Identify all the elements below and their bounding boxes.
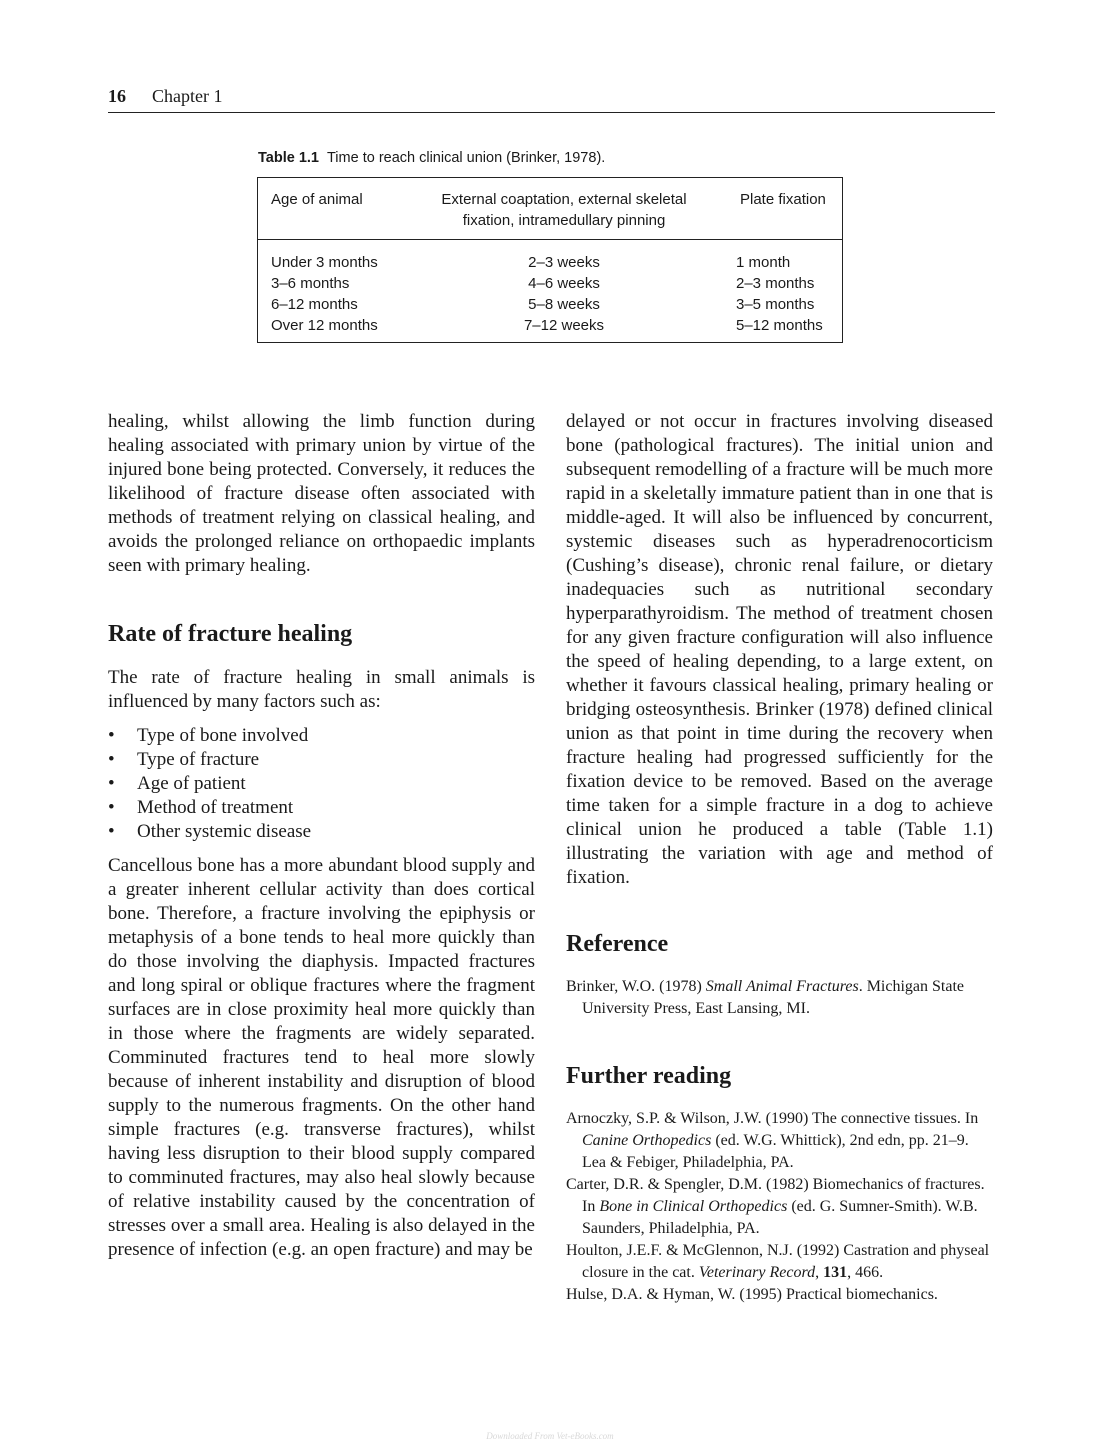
reading-text: (ed. G. Sumner-Smith). W.B. Saunders, Philadelphia, PA. [582,1198,978,1237]
table-cell: 4–6 weeks [528,275,600,292]
table-cell: 2–3 months [736,275,815,292]
table-cell: 3–5 months [736,296,815,313]
left-column [108,410,535,1262]
reference-entry [566,976,993,1020]
bullet-icon: • [108,797,115,818]
bullet-icon: • [108,749,115,770]
table-cell: 2–3 weeks [528,254,600,271]
table-header-cell: Plate fixation [740,191,826,208]
page-number: 16 [108,86,126,106]
reading-entry [566,1240,993,1284]
table-divider [258,239,842,240]
table-cell: 7–12 weeks [523,317,605,334]
list-item-text: Method of treatment [137,797,294,818]
table-cell: 1 month [736,254,791,271]
list-item [108,820,535,844]
reference-authors: Brinker, W.O. (1978) [566,978,706,995]
further-reading-heading: Further reading [566,1063,732,1089]
list-item-text: Age of patient [137,773,246,794]
reading-text: Arnoczky, S.P. & Wilson, J.W. (1990) The connective tissues. In [566,1110,979,1127]
table-row [258,294,842,315]
reading-title: Veterinary Record [698,1264,816,1281]
right-column [566,410,993,1306]
bullet-icon: • [108,725,115,746]
list-item-text: Type of fracture [137,749,260,770]
bullet-icon: • [108,821,115,842]
table-header-row [258,189,842,233]
list-item-text: Type of bone involved [137,725,309,746]
list-item [108,772,535,796]
reading-text: , 466. [847,1264,884,1281]
header-rule [108,112,995,113]
rate-heading: Rate of fracture healing [108,621,353,647]
chapter-label: Chapter 1 [152,86,223,106]
table-caption [258,148,605,168]
reading-text: Houlton, J.E.F. & McGlennon, N.J. (1992) Castration and physeal closure in the cat. [566,1242,990,1281]
list-item [108,796,535,820]
table-row [258,315,842,336]
reference-title: Small Animal Fractures [705,978,859,995]
continued-paragraph: delayed or not occur in fractures involving diseased bone (pathological fractures). The initial union and subsequent remodelling of a fracture will be much more rapid in a skeletally immature patient than in one that is middle-aged. It will also be influenced by concurrent, systemic diseases such as hyperadrenocorticism (Cushing’s disease), chronic renal failure, or dietary inadequacies such as nutritional secondary hyperparathyroidism. The method of treatment chosen for any given fracture configuration will also influence the speed of healing depending, to a large extent, on whether it favours classical healing, primary healing or bridging osteosynthesis. Brinker (1978) defined clinical union as that point in time during the recovery when fracture healing had progressed sufficiently for the fixation device to be removed. Based on the average time taken for a simple fracture in a dog to achieve clinical union he produced a table (Table 1.1) illustrating the variation with age and method of fixation. [566,411,993,888]
table-label: Table 1.1 [258,150,319,166]
reference-list [566,976,993,1020]
list-item-text: Other systemic disease [137,821,312,842]
reading-entry [566,1108,993,1174]
table-header-cell: Age of animal [271,191,363,208]
rate-paragraph: The rate of fracture healing in small animals is influenced by many factors such as: [108,667,535,712]
factors-list [108,724,535,844]
reading-text: Carter, D.R. & Spengler, D.M. (1982) Biomechanics of fractures. In [566,1176,985,1215]
reference-heading: Reference [566,931,669,957]
table-cell: Under 3 months [271,254,378,271]
reading-entry [566,1174,993,1240]
reading-entry: Hulse, D.A. & Hyman, W. (1995) Practical biomechanics. [566,1286,938,1303]
reading-title: Canine Orthopedics [582,1132,712,1149]
table-header-cell: External coaptation, external skeletal fixation, intramedullary pinning [441,191,687,229]
reading-volume: 131 [823,1264,848,1281]
list-item [108,724,535,748]
cancellous-paragraph: Cancellous bone has a more abundant blood supply and a greater inherent cellular activity than does cortical bone. Therefore, a fracture involving the epiphysis or metaphysis of a bone tends to heal more quickly than do those involving the diaphysis. Impacted fractures and long spiral or oblique fractures where the fragment surfaces are in close proximity heal more quickly than in those where the fragments are widely separated. Comminuted fractures tend to heal more slowly because of inherent instability and disruption of blood supply to the numerous fragments. On the other hand simple fractures (e.g. transverse fractures), whilst having less disruption to their blood supply compared to comminuted fractures, may also heal slowly because of relative instability caused by the concentration of stresses over a small area. Healing is also delayed in the presence of infection (e.g. an open fracture) and may be [108,855,535,1260]
intro-paragraph: healing, whilst allowing the limb function during healing associated with primary union by virtue of the injured bone being protected. Conversely, it reduces the likelihood of fracture disease often associated with methods of treatment relying on classical healing, and avoids the prolonged reliance on orthopaedic implants seen with primary healing. [108,411,535,576]
reading-title: Bone in Clinical Orthopedics [599,1198,788,1215]
table-cell: 6–12 months [271,296,358,313]
running-head [108,84,995,108]
clinical-union-table [257,177,843,343]
reading-text: (ed. W.G. Whittick), 2nd edn, pp. 21–9. Lea & Febiger, Philadelphia, PA. [582,1132,969,1171]
table-cell: 5–8 weeks [528,296,600,313]
table-body [258,252,842,336]
bullet-icon: • [108,773,115,794]
list-item [108,748,535,772]
table-cell: Over 12 months [271,317,378,334]
reading-text: , [815,1264,824,1281]
table-caption-text: Time to reach clinical union (Brinker, 1978). [326,150,606,166]
table-cell: 3–6 months [271,275,350,292]
download-watermark: Downloaded From Vet-eBooks.com [486,1431,614,1441]
further-reading-list [566,1108,993,1306]
table-row [258,273,842,294]
table-cell: 5–12 months [736,317,823,334]
reference-publisher: . Michigan State University Press, East Lansing, MI. [582,978,964,1017]
table-row [258,252,842,273]
